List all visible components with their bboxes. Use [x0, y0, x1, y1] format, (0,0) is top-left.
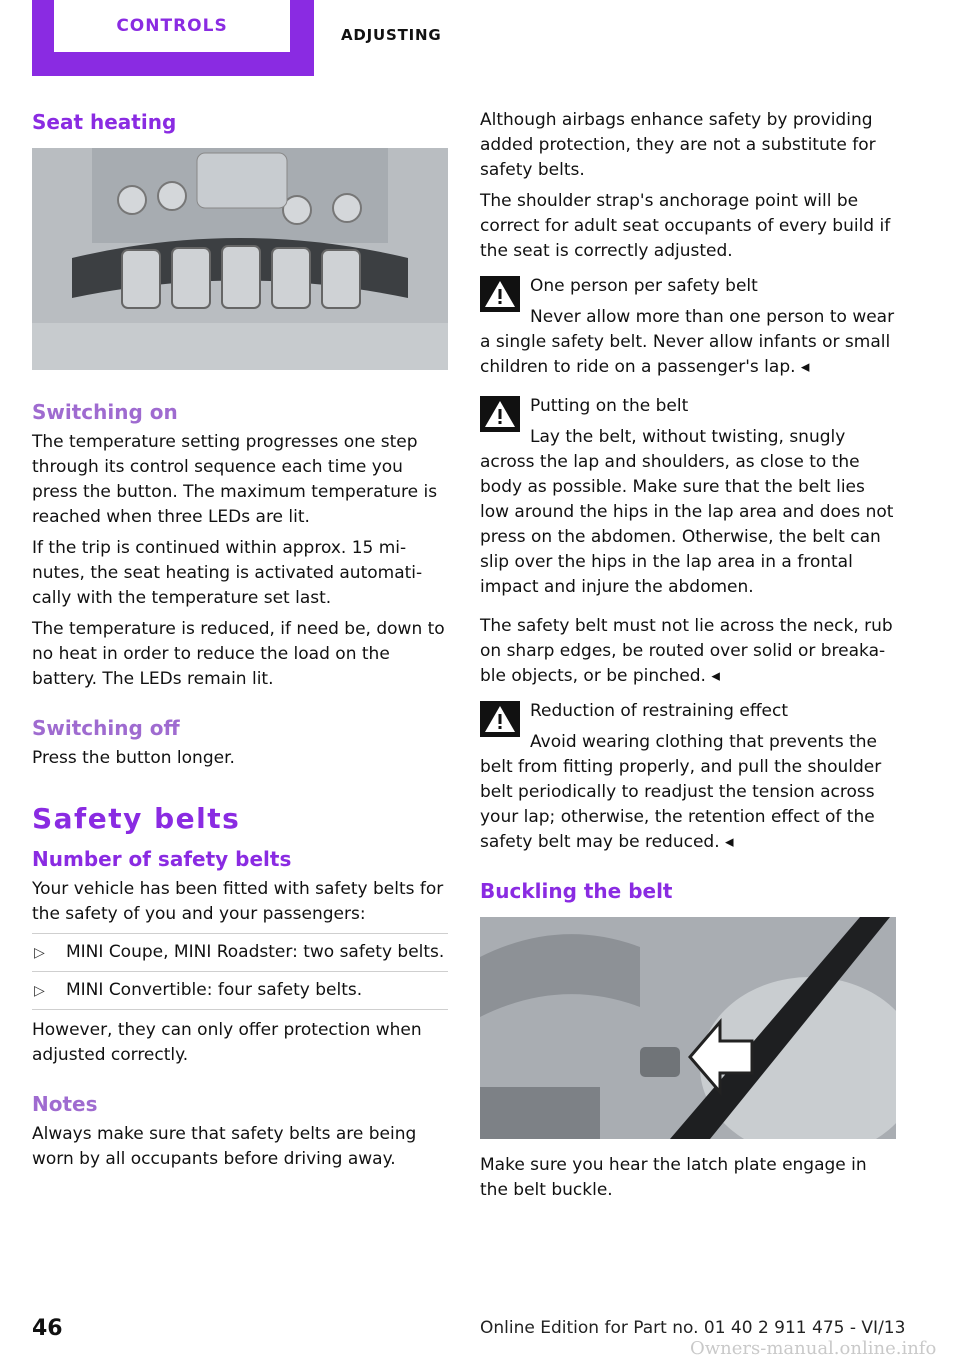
edition-note: Online Edition for Part no. 01 40 2 911 475 - VI/13: [480, 1318, 906, 1338]
airbags-paragraph: Although airbags enhance safety by providing added protection, they are not a substitute for safety belts.: [480, 110, 876, 180]
warning-title: Reduction of restraining effect: [530, 701, 789, 721]
warning-triangle-icon: [480, 701, 520, 737]
list-item: [32, 971, 448, 1010]
warning-one-person: [480, 274, 896, 380]
chapter-tab-controls[interactable]: CONTROLS: [54, 0, 290, 52]
switching-off-paragraph: Press the button longer.: [32, 748, 235, 768]
right-column: [480, 108, 896, 1209]
warning-restraining: [480, 699, 896, 855]
warning-title: One person per safety belt: [530, 276, 758, 296]
warning-body: Never allow more than one person to wear a single safety belt. Never allow infants or small children to ride on a passenger's lap. ◂: [480, 307, 895, 377]
switching-on-heading: Switching on: [32, 400, 178, 424]
switching-off-heading: Switching off: [32, 716, 180, 740]
triangle-bullet-icon: ▷: [34, 945, 45, 961]
list-item-text: MINI Convertible: four safety belts.: [66, 980, 363, 1000]
buckling-paragraph: Make sure you hear the latch plate engage in the belt buckle.: [480, 1155, 867, 1200]
triangle-bullet-icon: ▷: [34, 983, 45, 999]
list-item: [32, 933, 448, 971]
warning-putting-on: [480, 394, 896, 600]
seat-belt-buckle-illustration: [480, 917, 896, 1139]
switching-on-paragraph-3: The temperature is reduced, if need be, down to no heat in order to reduce the load on the battery. The LEDs remain lit.: [32, 619, 445, 689]
buckling-heading: Buckling the belt: [480, 879, 673, 903]
number-of-belts-paragraph-1: Your vehicle has been fitted with safety belts for the safety of you and your passengers:: [32, 879, 444, 924]
warning-body: Lay the belt, without twisting, snugly across the lap and shoulders, as close to the body as possible. Make sure that the belt lies low around the hips in the lap area and does not press on the abdomen. Otherwise, the belt can slip over the hips in the lap area in a frontal impact and injure the abdomen.: [480, 427, 894, 597]
anchorage-paragraph: The shoulder strap's anchorage point will be correct for adult seat occupants of every build if the seat is correctly adjusted.: [480, 191, 891, 261]
warning-triangle-icon: [480, 396, 520, 432]
number-of-belts-paragraph-2: However, they can only offer protection when adjusted correctly.: [32, 1020, 422, 1065]
belt-count-list: [32, 933, 448, 1010]
section-crumb[interactable]: ADJUSTING: [341, 26, 442, 44]
left-column: [32, 108, 448, 1178]
page-number: 46: [32, 1316, 63, 1341]
warning-body: Avoid wearing clothing that prevents the belt from fitting properly, and pull the shoulder belt periodically to readjust the tension across your lap; otherwise, the retention effect of the safety belt may be reduced. ◂: [480, 732, 882, 852]
seat-heating-image: [32, 148, 448, 370]
number-of-belts-heading: Number of safety belts: [32, 847, 292, 871]
seat-heating-heading: Seat heating: [32, 110, 177, 134]
list-item-text: MINI Coupe, MINI Roadster: two safety belts.: [66, 942, 445, 962]
seat-heating-panel-illustration: [32, 148, 448, 370]
warning-title: Putting on the belt: [530, 396, 689, 416]
notes-heading: Notes: [32, 1092, 98, 1116]
belt-routing-paragraph: The safety belt must not lie across the neck, rub on sharp edges, be routed over solid or breaka‐ ble objects, or be pinched. ◂: [480, 616, 893, 686]
switching-on-paragraph-1: The temperature setting progresses one step through its control sequence each time you press the button. The maximum temperature is reached when three LEDs are lit.: [32, 432, 438, 527]
notes-paragraph: Always make sure that safety belts are being worn by all occupants before driving away.: [32, 1124, 417, 1169]
buckling-image: [480, 917, 896, 1139]
warning-triangle-icon: [480, 276, 520, 312]
site-watermark: Owners-manual.online.info: [690, 1338, 937, 1359]
safety-belts-heading: Safety belts: [32, 802, 241, 835]
switching-on-paragraph-2: If the trip is continued within approx. 15 mi‐ nutes, the seat heating is activated automati‐ cally with the temperature set last.: [32, 538, 423, 608]
